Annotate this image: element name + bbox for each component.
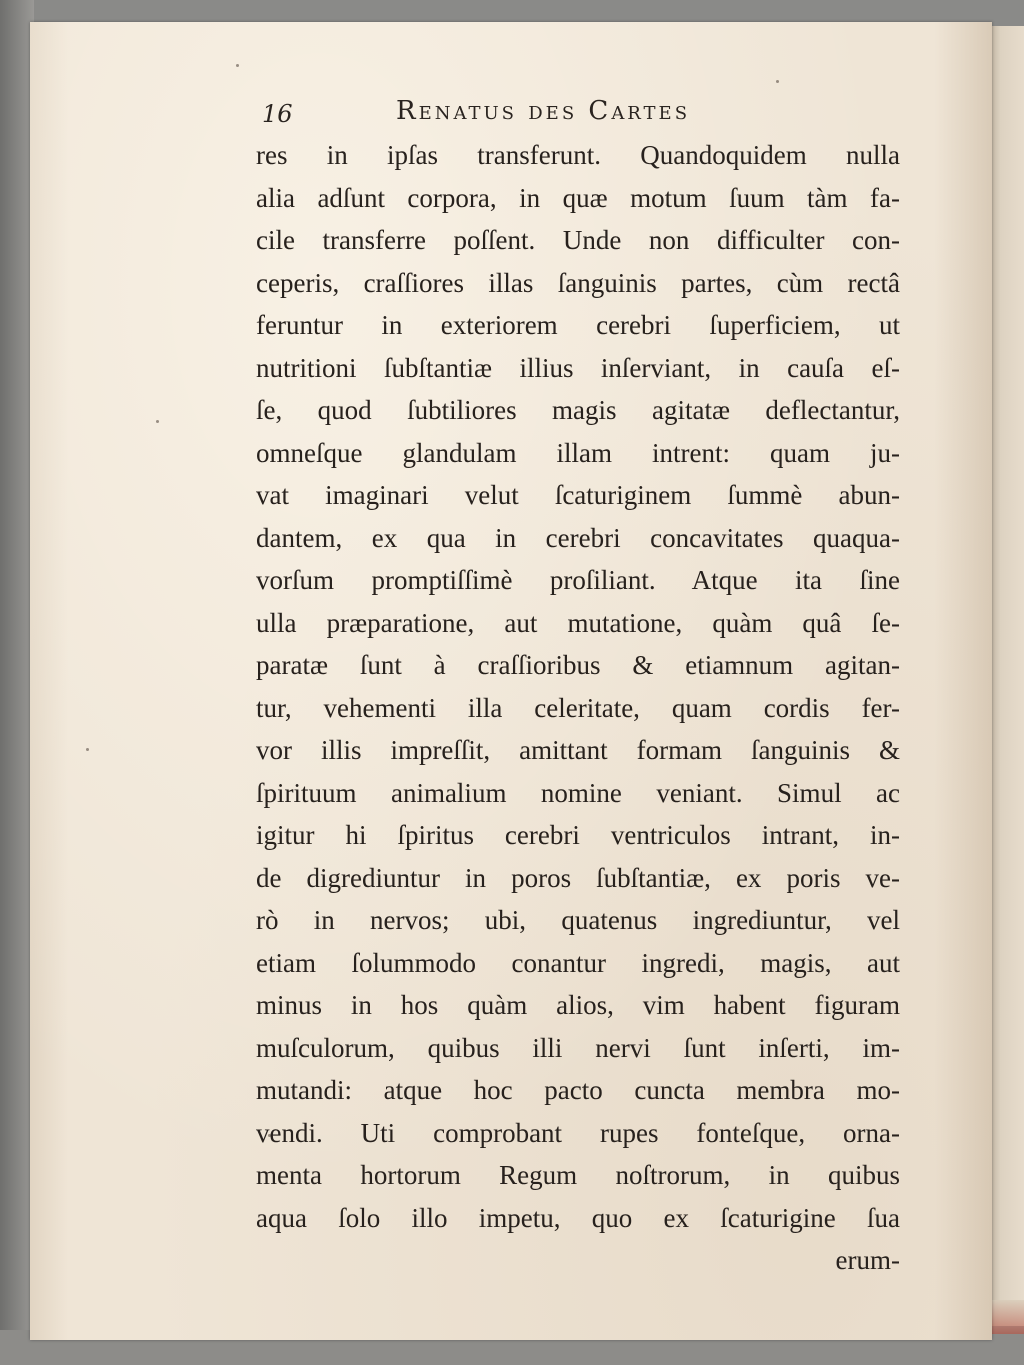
text-line: vendi. Uti comprobant rupes fonteſque, orna- bbox=[256, 1117, 900, 1148]
text-line: vat imaginari velut ſcaturiginem ſummè abun- bbox=[256, 480, 900, 510]
text-line: cile transferre poſſent. Unde non difficulter con- bbox=[256, 225, 900, 255]
text-line: feruntur in exteriorem cerebri ſuperficiem, ut bbox=[256, 310, 900, 340]
running-head bbox=[262, 96, 782, 136]
text-line: ſe, quod ſubtiliores magis agitatæ deflectantur, bbox=[256, 395, 900, 425]
text-line: omneſque glandulam illam intrent: quam ju- bbox=[256, 437, 900, 468]
running-head-title: Renatus des Cartes bbox=[396, 96, 691, 126]
paper-speck bbox=[156, 420, 159, 423]
text-line: mutandi: atque hoc pacto cuncta membra mo- bbox=[256, 1075, 900, 1105]
paper-speck bbox=[776, 80, 779, 83]
paper-speck bbox=[236, 64, 239, 67]
text-line: nutritioni ſubſtantiæ illius inſerviant, in cauſa eſ- bbox=[256, 352, 900, 383]
text-line: menta hortorum Regum noſtrorum, in quibus bbox=[256, 1160, 900, 1190]
text-line: rò in nervos; ubi, quatenus ingrediuntur, vel bbox=[256, 905, 900, 935]
page-number: 16 bbox=[262, 100, 293, 128]
adjacent-page-edge bbox=[988, 26, 1024, 1326]
text-line: dantem, ex qua in cerebri concavitates quaqua- bbox=[256, 522, 900, 553]
text-line: paratæ ſunt à craſſioribus & etiamnum agitan- bbox=[256, 650, 900, 680]
scan-background-left bbox=[0, 0, 34, 1365]
text-line: ceperis, craſſiores illas ſanguinis partes, cùm rectâ bbox=[256, 267, 900, 298]
adjacent-page-corner bbox=[988, 1300, 1024, 1334]
text-line: etiam ſolummodo conantur ingredi, magis, aut bbox=[256, 947, 900, 978]
catchword: erum- bbox=[835, 1245, 900, 1275]
text-line: minus in hos quàm alios, vim habent figuram bbox=[256, 990, 900, 1020]
text-line: de digrediuntur in poros ſubſtantiæ, ex poris ve- bbox=[256, 862, 900, 893]
text-line: ſpirituum animalium nomine veniant. Simul ac bbox=[256, 777, 900, 808]
text-line: igitur hi ſpiritus cerebri ventriculos intrant, in- bbox=[256, 820, 900, 850]
text-line: alia adſunt corpora, in quæ motum ſuum tàm fa- bbox=[256, 182, 900, 213]
text-line: muſculorum, quibus illi nervi ſunt inſerti, im- bbox=[256, 1032, 900, 1063]
text-line: aqua ſolo illo impetu, quo ex ſcaturigine ſua bbox=[256, 1202, 900, 1233]
text-line: ulla præparatione, aut mutatione, quàm quâ ſe- bbox=[256, 607, 900, 638]
text-line: vorſum promptiſſimè proſiliant. Atque ita ſine bbox=[256, 565, 900, 595]
text-line: res in ipſas transferunt. Quandoquidem nulla bbox=[256, 140, 900, 170]
paper-speck bbox=[86, 748, 89, 751]
text-line: tur, vehementi illa celeritate, quam cordis fer- bbox=[256, 692, 900, 723]
body-text bbox=[256, 134, 900, 1282]
text-line: vor illis impreſſit, amittant formam ſanguinis & bbox=[256, 735, 900, 765]
